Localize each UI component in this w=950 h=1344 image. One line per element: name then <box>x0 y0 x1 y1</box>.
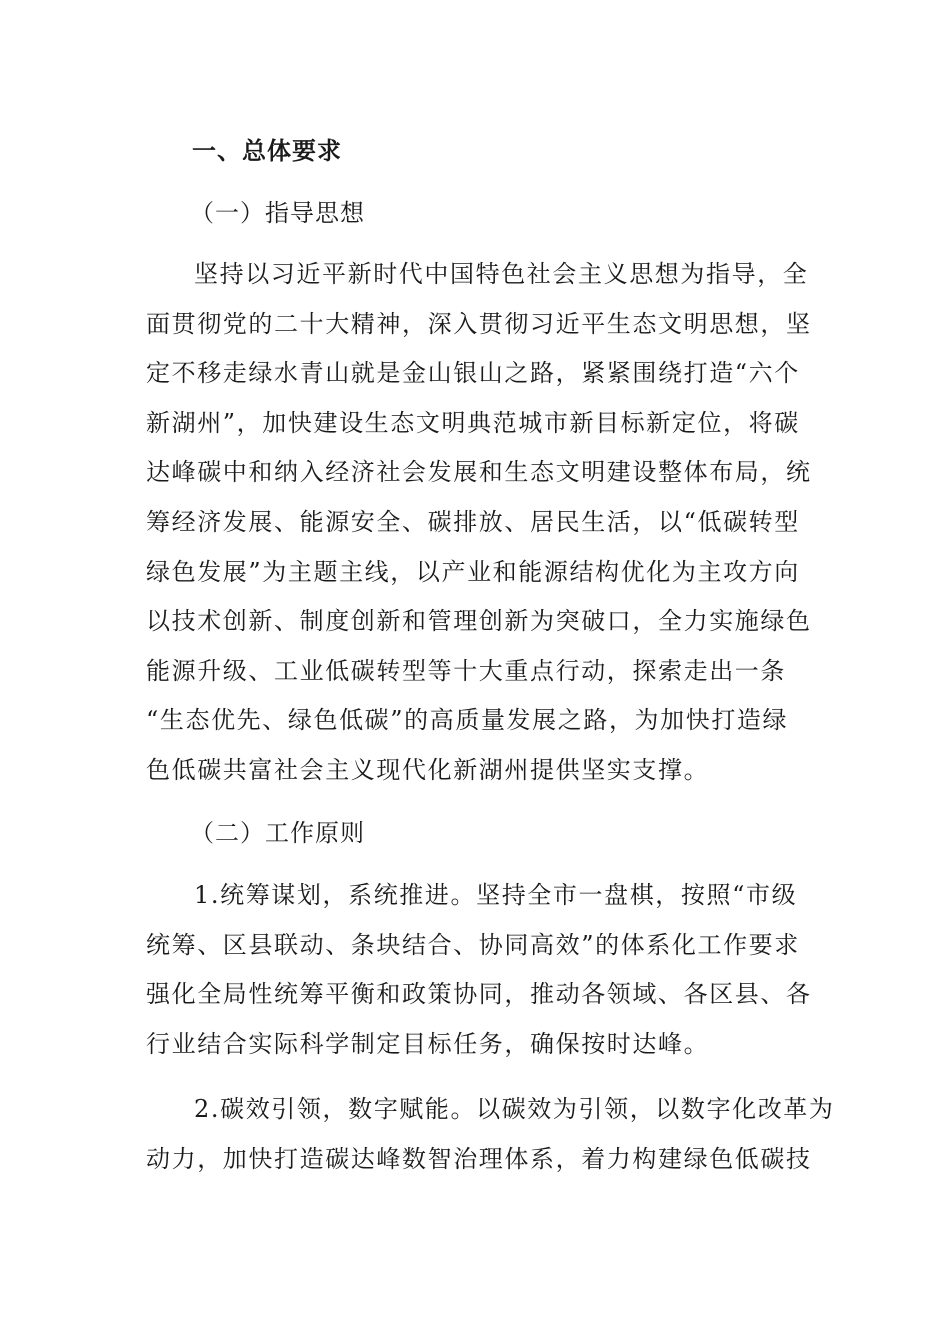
principle-2-paragraph <box>146 1085 835 1184</box>
paragraph-line: “生态优先、绿色低碳”的高质量发展之路，为加快打造绿 <box>146 706 789 735</box>
subsection-heading-guiding-ideology: （一）指导思想 <box>190 199 365 227</box>
paragraph-line: 能源升级、工业低碳转型等十大重点行动，探索走出一条 <box>146 656 786 685</box>
paragraph-line: 定不移走绿水青山就是金山银山之路，紧紧围绕打造“六个 <box>146 359 800 388</box>
paragraph-line: 面贯彻党的二十大精神，深入贯彻习近平生态文明思想，坚 <box>146 309 812 338</box>
paragraph-line: 坚持以习近平新时代中国特色社会主义思想为指导，全 <box>194 260 809 288</box>
paragraph-line: 以技术创新、制度创新和管理创新为突破口，全力实施绿色 <box>146 607 812 636</box>
paragraph-line: 行业结合实际科学制定目标任务，确保按时达峰。 <box>146 1029 710 1058</box>
guiding-ideology-paragraph <box>146 250 812 796</box>
subsection-heading-work-principles: （二）工作原则 <box>190 819 365 847</box>
paragraph-line: 强化全局性统筹平衡和政策协同，推动各领域、各区县、各 <box>146 980 812 1009</box>
paragraph-line: 动力，加快打造碳达峰数智治理体系，着力构建绿色低碳技 <box>146 1144 812 1173</box>
paragraph-line: 达峰碳中和纳入经济社会发展和生态文明建设整体布局，统 <box>146 458 812 487</box>
section-heading: 一、总体要求 <box>192 137 342 165</box>
paragraph-line: 统筹、区县联动、条块结合、协同高效”的体系化工作要求 <box>146 930 800 959</box>
paragraph-line: 色低碳共富社会主义现代化新湖州提供坚实支撑。 <box>146 755 710 784</box>
paragraph-line: 筹经济发展、能源安全、碳排放、居民生活，以“低碳转型 <box>146 507 800 536</box>
paragraph-line: 新湖州”，加快建设生态文明典范城市新目标新定位，将碳 <box>146 408 800 437</box>
paragraph-line: 1.统筹谋划，系统推进。坚持全市一盘棋，按照“市级 <box>194 881 798 909</box>
principle-1-paragraph <box>146 871 812 1069</box>
paragraph-line: 2.碳效引领，数字赋能。以碳效为引领，以数字化改革为 <box>194 1095 835 1123</box>
paragraph-line: 绿色发展”为主题主线，以产业和能源结构优化为主攻方向 <box>146 557 800 586</box>
